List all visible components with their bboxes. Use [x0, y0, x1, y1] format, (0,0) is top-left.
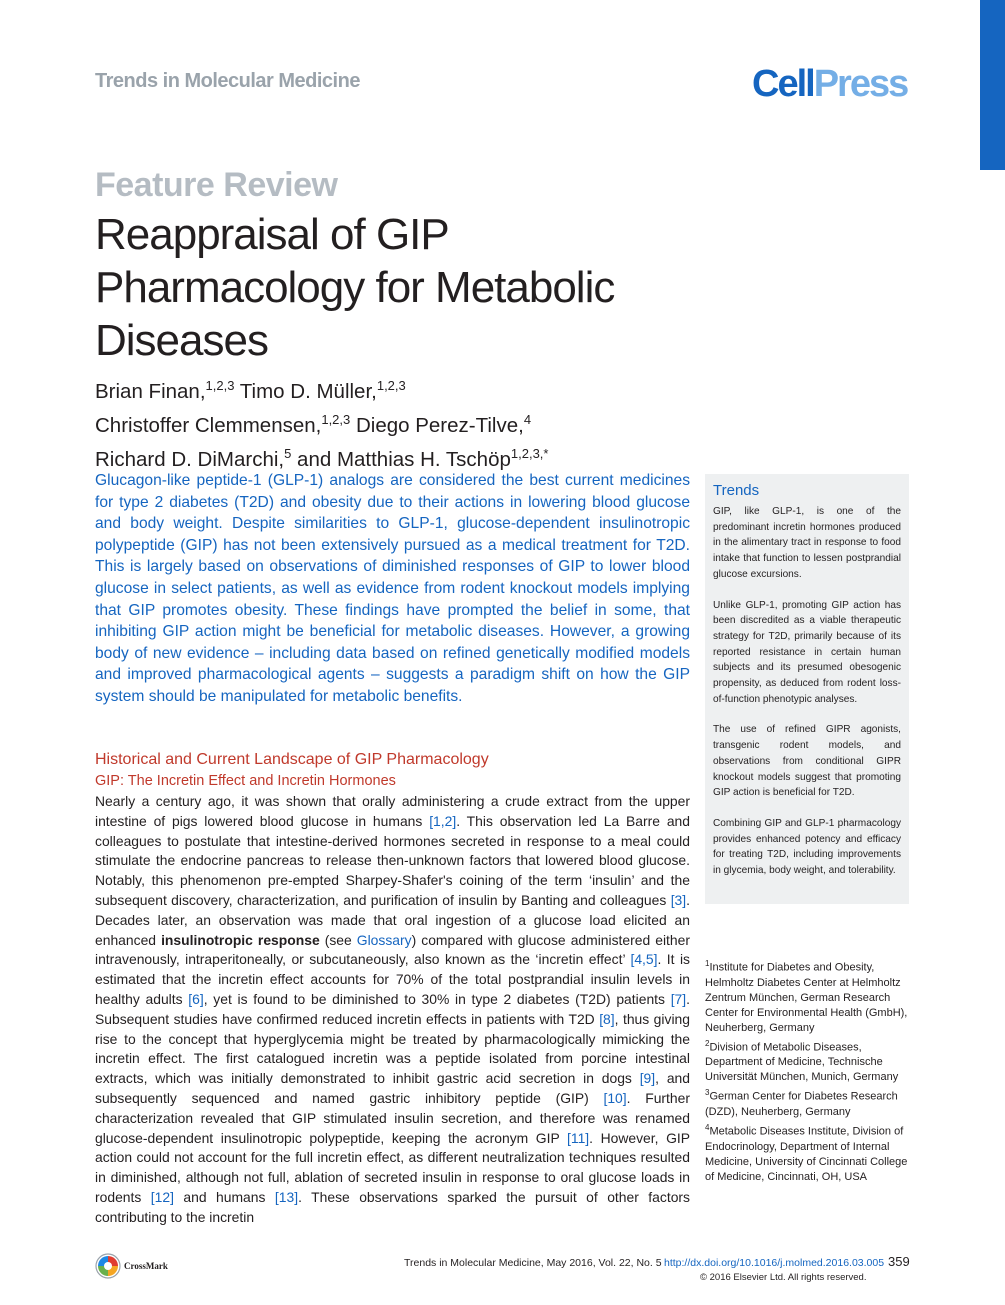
footer-citation: Trends in Molecular Medicine, May 2016, Vol. 22, No. 5: [404, 1257, 662, 1269]
article-title: Reappraisal of GIP Pharmacology for Metabolic Diseases: [95, 210, 615, 365]
trend-item: The use of refined GIPR agonists, transgenic rodent models, and observations from conditional GIPR knockout models suggest that promoting GIP action is beneficial for T2D.: [713, 724, 901, 799]
edge-tab-bar: [980, 0, 1005, 170]
affiliation-item: $^2$Division of Metabolic Diseases, Department of Medicine, Technische Universität München, Munich, Germany: [705, 1038, 899, 1084]
citation-link[interactable]: [7]: [670, 990, 687, 1007]
trends-title: Trends: [713, 482, 760, 499]
affiliation-item: $^4$Metabolic Diseases Institute, Division of Endocrinology, Department of Internal Medicine, University of Cincinnati College of Medicine, Cincinnati, OH, USA: [705, 1122, 908, 1183]
citation-link[interactable]: [12]: [150, 1188, 174, 1205]
citation-link[interactable]: [9]: [639, 1070, 656, 1087]
crossmark-icon: [95, 1253, 121, 1279]
author-list: Brian Finan,$^{1,2,3}$ Timo D. Müller,$^{1,2,3}$ Christoffer Clemmensen,$^{1,2,3}$ Diego Perez-Tilve,$^4$ Richard D. DiMarchi,$^5$ and Matthias H. Tschöp$^{1,2,3,*}$: [95, 378, 549, 471]
body-paragraph: Nearly a century ago, it was shown that orally administering a crude extract from the upper intestine of pigs lowered blood glucose in humans [1,2]. This observation led La Barre and colleagues to postulate that intestine-derived hormones secreted in response to a meal could stimulate the endocrine pancreas to release then-unknown factors that lowered blood glucose. Notably, this phenomenon pre-empted Sharpey-Shafer's coining of the term ‘insulin’ and the subsequent discovery, characterization, and purification of insulin by Banting and colleagues [3]. Decades later, an observation was made that oral ingestion of a glucose load elicited an enhanced insulinotropic response (see Glossary) compared with glucose administered either intravenously, intraperitoneally, or subcutaneously, also known as the ‘incretin effect’ [4,5]. It is estimated that the incretin effect accounts for 70% of the total postprandial insulin levels in healthy adults [6], yet is found to be diminished to 30% in type 2 diabetes (T2D) patients [7]. Subsequent studies have confirmed reduced incretin effects in patients with T2D [8], thus giving rise to the concept that hyperglycemia might be treated by pharmacologically mimicking the incretin effect. The first catalogued incretin was a peptide isolated from porcine intestinal extracts, which was initially demonstrated to inhibit gastric acid secretion in dogs [9], and subsequently sequenced and named gastric inhibitory peptide (GIP) [10]. Further characterization revealed that GIP stimulated insulin secretion, and therefore was renamed glucose-dependent insulinotropic polypeptide, keeping the acronym GIP [11]. However, GIP action could not account for the full incretin effect, as different neutralization techniques resulted in diminished, although not full, ablation of secreted insulin in response to oral glucose loads in rodents [12] and humans [13]. These observations sparked the pursuit of other factors contributing to the incretin: [95, 793, 690, 1225]
citation-link[interactable]: [1,2]: [429, 812, 457, 829]
page-number: 359: [888, 1254, 910, 1269]
glossary-link[interactable]: Glossary: [356, 931, 412, 948]
citation-link[interactable]: [11]: [567, 1129, 590, 1146]
trend-item: GIP, like GLP-1, is one of the predominant incretin hormones produced in the alimentary tract in response to food intake that function to lessen postprandial glucose excursions.: [713, 506, 901, 580]
article-type: Feature Review: [95, 166, 338, 204]
citation-link[interactable]: [4,5]: [630, 951, 658, 968]
cellpress-logo[interactable]: CellPress: [752, 63, 908, 105]
doi-link[interactable]: http://dx.doi.org/10.1016/j.molmed.2016.03.005: [664, 1257, 885, 1269]
affiliation-item: $^1$Institute for Diabetes and Obesity, Helmholtz Diabetes Center at Helmholtz Zentrum München, German Research Center for Environmental Health (GmbH), Neuherberg, Germany: [705, 959, 908, 1034]
trend-item: Combining GIP and GLP-1 pharmacology provides enhanced potency and efficacy for treating T2D, including improvements in glycemia, body weight, and tolerability.: [713, 817, 901, 877]
journal-name: Trends in Molecular Medicine: [95, 70, 360, 92]
abstract: Glucagon-like peptide-1 (GLP-1) analogs are considered the best current medicines for type 2 diabetes (T2D) and obesity due to their actions in lowering blood glucose and body weight. Despite similarities to GLP-1, glucose-dependent insulinotropic polypeptide (GIP) has not been extensively pursued as a medical treatment for T2D. This is largely based on observations of diminished responses of GIP to lower blood glucose in select patients, as well as evidence from rodent knockout models implying that GIP promotes obesity. These findings have prompted the belief in some, that inhibiting GIP action might be beneficial for metabolic diseases. However, a growing body of new evidence – including data based on refined genetically modified models and improved pharmacological agents – suggests a paradigm shift on how the GIP system should be manipulated for metabolic benefits.: [95, 472, 690, 705]
trends-box: [705, 474, 909, 904]
citation-link[interactable]: [10]: [603, 1089, 627, 1106]
affiliation-item: $^3$German Center for Diabetes Research (DZD), Neuherberg, Germany: [705, 1088, 898, 1118]
crossmark-label: CrossMark: [124, 1261, 168, 1271]
section-heading: Historical and Current Landscape of GIP Pharmacology: [95, 751, 489, 768]
trend-item: Unlike GLP-1, promoting GIP action has been discredited as a viable therapeutic strategy for T2D, primarily because of its reported resistance in certain human subjects and its presumed obesogenic propensity, as deduced from rodent loss-of-function phenotypic analyses.: [713, 599, 901, 705]
glossary-term: insulinotropic response: [161, 931, 320, 948]
copyright: © 2016 Elsevier Ltd. All rights reserved.: [700, 1272, 867, 1283]
citation-link[interactable]: [13]: [274, 1188, 299, 1205]
subsection-heading: GIP: The Incretin Effect and Incretin Hormones: [95, 773, 396, 789]
crossmark-badge[interactable]: [95, 1252, 195, 1280]
affiliations: [705, 956, 910, 1185]
citation-link[interactable]: [6]: [188, 990, 204, 1007]
citation-link[interactable]: [8]: [599, 1010, 615, 1027]
citation-link[interactable]: [3]: [670, 891, 687, 908]
